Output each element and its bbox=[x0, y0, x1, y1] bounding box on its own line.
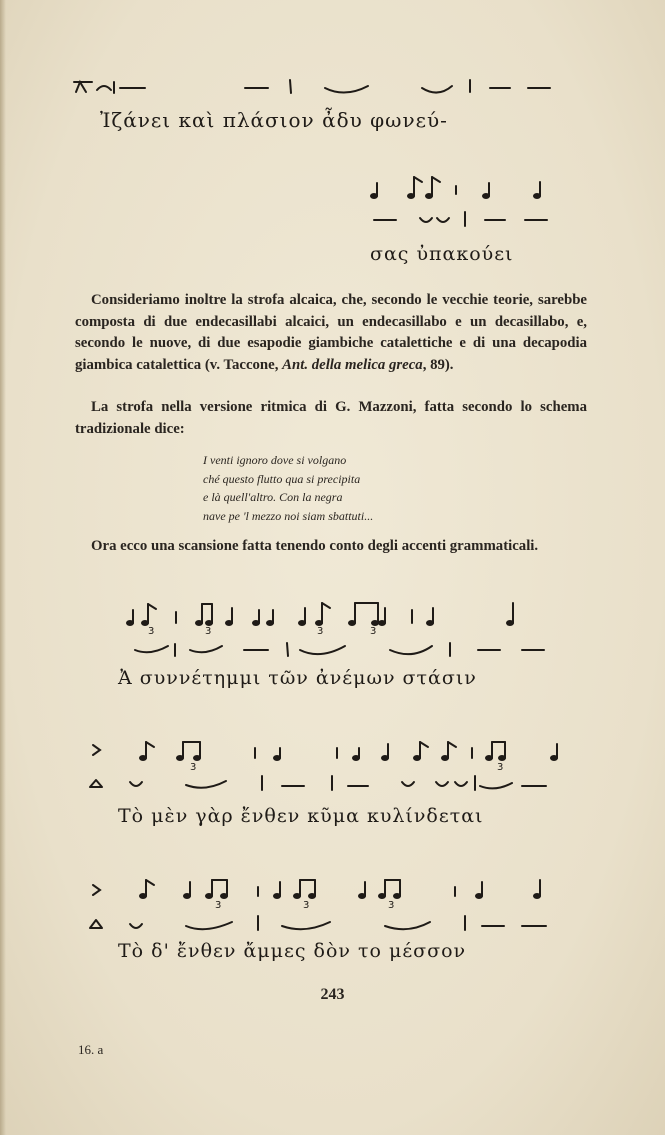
poem-line: nave pe 'l mezzo noi siam sbattuti... bbox=[203, 508, 374, 523]
triplet-mark: 3 bbox=[388, 900, 395, 911]
triplet-mark: 3 bbox=[148, 626, 155, 637]
meter-marks-block-5 bbox=[90, 916, 546, 930]
citation-title: Ant. della melica greca bbox=[282, 356, 423, 373]
triplet-mark: 3 bbox=[205, 626, 212, 637]
triplet-mark: 3 bbox=[215, 900, 222, 911]
greek-line-1: Ἰζάνει καὶ πλάσιον ἆδυ φωνεύ- bbox=[100, 108, 448, 132]
triplet-mark: 3 bbox=[303, 900, 310, 911]
triplet-mark: 3 bbox=[497, 762, 504, 773]
page-number: 243 bbox=[320, 986, 345, 1003]
triplet-mark: 3 bbox=[190, 762, 197, 773]
meter-marks-block-2 bbox=[374, 212, 547, 226]
triplet-mark: 3 bbox=[317, 626, 324, 637]
meter-marks-block-4 bbox=[90, 776, 546, 790]
poem-quote bbox=[203, 451, 373, 525]
poem-line: ché questo flutto qua si precipita bbox=[203, 471, 361, 486]
triplet-mark: 3 bbox=[370, 626, 377, 637]
poem-line: e là quell'altro. Con la negra bbox=[203, 490, 343, 504]
paragraph-scansion-intro: Ora ecco una scansione fatta tenendo conto degli accenti grammaticali. bbox=[91, 538, 539, 554]
paragraph-mazzoni: La strofa nella versione ritmica di G. Mazzoni, fatta secondo lo schema tradizionale dice: bbox=[75, 399, 587, 437]
meter-marks-block-1 bbox=[74, 80, 550, 93]
poem-line: I venti ignoro dove si volgano bbox=[203, 453, 347, 467]
signature-mark: 16. a bbox=[78, 1042, 104, 1057]
meter-marks-block-3 bbox=[135, 643, 544, 656]
paragraph-alcaic-strophe bbox=[75, 290, 587, 376]
paragraph-text: , 89). bbox=[422, 356, 454, 373]
greek-line-5: Τὸ δ' ἔνθεν ἄμμες δὸν το μέσσον bbox=[118, 940, 467, 962]
greek-line-3: Ἀ συννέτημμι τῶν ἀνέμων στάσιν bbox=[118, 667, 477, 689]
greek-line-2: σας ὐπακούει bbox=[370, 243, 514, 265]
paragraph-text: Consideriamo inoltre la strofa alcaica, che, secondo le vecchie teorie, sarebbe composta di due endecasillabi alcaici, un endecasillabo e un decasillabo, e, secondo le nuove, di due esapodie giambiche catalettiche e di una decapodia giambica catalettica (v. Taccone, bbox=[75, 292, 587, 373]
greek-line-4: Τὸ μὲν γὰρ ἔνθεν κῦμα κυλίνδεται bbox=[118, 805, 484, 827]
